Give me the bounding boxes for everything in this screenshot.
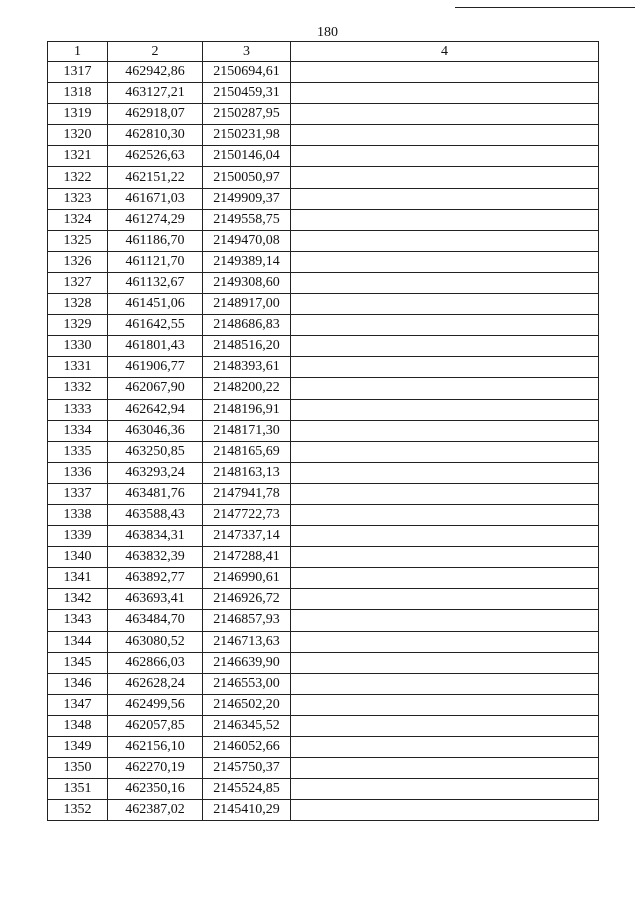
- table-row: [48, 146, 599, 167]
- notes-cell: [291, 125, 599, 146]
- point-number-cell: 1334: [48, 420, 108, 441]
- y-coordinate-cell: 2148516,20: [203, 336, 291, 357]
- column-header-1: 1: [48, 42, 108, 62]
- notes-cell: [291, 589, 599, 610]
- point-number-cell: 1350: [48, 758, 108, 779]
- point-number-cell: 1321: [48, 146, 108, 167]
- table-row: [48, 694, 599, 715]
- column-header-4: 4: [291, 42, 599, 62]
- x-coordinate-cell: 463892,77: [108, 568, 203, 589]
- y-coordinate-cell: 2147337,14: [203, 526, 291, 547]
- table-row: [48, 652, 599, 673]
- table-row: [48, 399, 599, 420]
- coordinates-table: [47, 41, 599, 821]
- point-number-cell: 1346: [48, 673, 108, 694]
- x-coordinate-cell: 461121,70: [108, 251, 203, 272]
- x-coordinate-cell: 462156,10: [108, 737, 203, 758]
- y-coordinate-cell: 2147722,73: [203, 504, 291, 525]
- table-row: [48, 272, 599, 293]
- y-coordinate-cell: 2146345,52: [203, 715, 291, 736]
- point-number-cell: 1347: [48, 694, 108, 715]
- notes-cell: [291, 378, 599, 399]
- x-coordinate-cell: 463127,21: [108, 83, 203, 104]
- column-header-3: 3: [203, 42, 291, 62]
- notes-cell: [291, 504, 599, 525]
- point-number-cell: 1330: [48, 336, 108, 357]
- table-row: [48, 673, 599, 694]
- point-number-cell: 1324: [48, 209, 108, 230]
- x-coordinate-cell: 462270,19: [108, 758, 203, 779]
- x-coordinate-cell: 462642,94: [108, 399, 203, 420]
- point-number-cell: 1328: [48, 294, 108, 315]
- x-coordinate-cell: 463832,39: [108, 547, 203, 568]
- y-coordinate-cell: 2147288,41: [203, 547, 291, 568]
- x-coordinate-cell: 462526,63: [108, 146, 203, 167]
- x-coordinate-cell: 462810,30: [108, 125, 203, 146]
- table-row: [48, 758, 599, 779]
- y-coordinate-cell: 2148686,83: [203, 315, 291, 336]
- table-row: [48, 167, 599, 188]
- y-coordinate-cell: 2148165,69: [203, 441, 291, 462]
- x-coordinate-cell: 462350,16: [108, 779, 203, 800]
- point-number-cell: 1320: [48, 125, 108, 146]
- x-coordinate-cell: 462866,03: [108, 652, 203, 673]
- y-coordinate-cell: 2148163,13: [203, 462, 291, 483]
- point-number-cell: 1332: [48, 378, 108, 399]
- notes-cell: [291, 758, 599, 779]
- x-coordinate-cell: 461132,67: [108, 272, 203, 293]
- x-coordinate-cell: 463834,31: [108, 526, 203, 547]
- table-row: [48, 104, 599, 125]
- table-row: [48, 83, 599, 104]
- point-number-cell: 1349: [48, 737, 108, 758]
- point-number-cell: 1319: [48, 104, 108, 125]
- point-number-cell: 1325: [48, 230, 108, 251]
- notes-cell: [291, 483, 599, 504]
- table-row: [48, 378, 599, 399]
- notes-cell: [291, 652, 599, 673]
- notes-cell: [291, 315, 599, 336]
- point-number-cell: 1329: [48, 315, 108, 336]
- table-row: [48, 315, 599, 336]
- table-body: [48, 62, 599, 821]
- x-coordinate-cell: 462057,85: [108, 715, 203, 736]
- scan-edge-line: [455, 7, 635, 8]
- notes-cell: [291, 357, 599, 378]
- point-number-cell: 1348: [48, 715, 108, 736]
- point-number-cell: 1335: [48, 441, 108, 462]
- point-number-cell: 1340: [48, 547, 108, 568]
- point-number-cell: 1318: [48, 83, 108, 104]
- y-coordinate-cell: 2149558,75: [203, 209, 291, 230]
- x-coordinate-cell: 461451,06: [108, 294, 203, 315]
- y-coordinate-cell: 2146052,66: [203, 737, 291, 758]
- notes-cell: [291, 336, 599, 357]
- point-number-cell: 1338: [48, 504, 108, 525]
- notes-cell: [291, 188, 599, 209]
- y-coordinate-cell: 2148917,00: [203, 294, 291, 315]
- table-row: [48, 294, 599, 315]
- notes-cell: [291, 230, 599, 251]
- x-coordinate-cell: 463080,52: [108, 631, 203, 652]
- y-coordinate-cell: 2149909,37: [203, 188, 291, 209]
- table-row: [48, 715, 599, 736]
- notes-cell: [291, 104, 599, 125]
- y-coordinate-cell: 2149308,60: [203, 272, 291, 293]
- y-coordinate-cell: 2150146,04: [203, 146, 291, 167]
- point-number-cell: 1327: [48, 272, 108, 293]
- y-coordinate-cell: 2146857,93: [203, 610, 291, 631]
- table-row: [48, 737, 599, 758]
- y-coordinate-cell: 2148171,30: [203, 420, 291, 441]
- y-coordinate-cell: 2150231,98: [203, 125, 291, 146]
- table-row: [48, 547, 599, 568]
- table-row: [48, 779, 599, 800]
- notes-cell: [291, 694, 599, 715]
- x-coordinate-cell: 462067,90: [108, 378, 203, 399]
- y-coordinate-cell: 2148196,91: [203, 399, 291, 420]
- y-coordinate-cell: 2147941,78: [203, 483, 291, 504]
- notes-cell: [291, 441, 599, 462]
- notes-cell: [291, 83, 599, 104]
- x-coordinate-cell: 463481,76: [108, 483, 203, 504]
- x-coordinate-cell: 461186,70: [108, 230, 203, 251]
- x-coordinate-cell: 462151,22: [108, 167, 203, 188]
- notes-cell: [291, 209, 599, 230]
- y-coordinate-cell: 2146926,72: [203, 589, 291, 610]
- y-coordinate-cell: 2145750,37: [203, 758, 291, 779]
- header-row: [48, 42, 599, 62]
- notes-cell: [291, 800, 599, 821]
- table-row: [48, 251, 599, 272]
- x-coordinate-cell: 462942,86: [108, 62, 203, 83]
- y-coordinate-cell: 2146990,61: [203, 568, 291, 589]
- table-row: [48, 610, 599, 631]
- table-row: [48, 462, 599, 483]
- notes-cell: [291, 610, 599, 631]
- y-coordinate-cell: 2145524,85: [203, 779, 291, 800]
- table-row: [48, 441, 599, 462]
- y-coordinate-cell: 2150050,97: [203, 167, 291, 188]
- point-number-cell: 1323: [48, 188, 108, 209]
- y-coordinate-cell: 2148200,22: [203, 378, 291, 399]
- point-number-cell: 1342: [48, 589, 108, 610]
- point-number-cell: 1337: [48, 483, 108, 504]
- notes-cell: [291, 547, 599, 568]
- notes-cell: [291, 272, 599, 293]
- point-number-cell: 1331: [48, 357, 108, 378]
- table-row: [48, 188, 599, 209]
- table-row: [48, 209, 599, 230]
- page-number: 180: [317, 25, 338, 40]
- point-number-cell: 1339: [48, 526, 108, 547]
- notes-cell: [291, 146, 599, 167]
- x-coordinate-cell: 463484,70: [108, 610, 203, 631]
- point-number-cell: 1345: [48, 652, 108, 673]
- notes-cell: [291, 737, 599, 758]
- notes-cell: [291, 779, 599, 800]
- notes-cell: [291, 526, 599, 547]
- y-coordinate-cell: 2150459,31: [203, 83, 291, 104]
- notes-cell: [291, 568, 599, 589]
- notes-cell: [291, 715, 599, 736]
- notes-cell: [291, 167, 599, 188]
- table-row: [48, 504, 599, 525]
- y-coordinate-cell: 2148393,61: [203, 357, 291, 378]
- notes-cell: [291, 399, 599, 420]
- table-row: [48, 125, 599, 146]
- point-number-cell: 1351: [48, 779, 108, 800]
- table-row: [48, 800, 599, 821]
- table-row: [48, 336, 599, 357]
- notes-cell: [291, 631, 599, 652]
- notes-cell: [291, 420, 599, 441]
- x-coordinate-cell: 462918,07: [108, 104, 203, 125]
- table-row: [48, 230, 599, 251]
- x-coordinate-cell: 463588,43: [108, 504, 203, 525]
- x-coordinate-cell: 462499,56: [108, 694, 203, 715]
- notes-cell: [291, 294, 599, 315]
- x-coordinate-cell: 461642,55: [108, 315, 203, 336]
- notes-cell: [291, 462, 599, 483]
- table-row: [48, 568, 599, 589]
- x-coordinate-cell: 461671,03: [108, 188, 203, 209]
- x-coordinate-cell: 461906,77: [108, 357, 203, 378]
- y-coordinate-cell: 2146553,00: [203, 673, 291, 694]
- point-number-cell: 1352: [48, 800, 108, 821]
- point-number-cell: 1333: [48, 399, 108, 420]
- x-coordinate-cell: 463046,36: [108, 420, 203, 441]
- point-number-cell: 1336: [48, 462, 108, 483]
- point-number-cell: 1343: [48, 610, 108, 631]
- point-number-cell: 1317: [48, 62, 108, 83]
- x-coordinate-cell: 463293,24: [108, 462, 203, 483]
- point-number-cell: 1326: [48, 251, 108, 272]
- y-coordinate-cell: 2146502,20: [203, 694, 291, 715]
- table-row: [48, 62, 599, 83]
- point-number-cell: 1344: [48, 631, 108, 652]
- y-coordinate-cell: 2150287,95: [203, 104, 291, 125]
- y-coordinate-cell: 2149389,14: [203, 251, 291, 272]
- point-number-cell: 1322: [48, 167, 108, 188]
- y-coordinate-cell: 2146639,90: [203, 652, 291, 673]
- y-coordinate-cell: 2146713,63: [203, 631, 291, 652]
- x-coordinate-cell: 462387,02: [108, 800, 203, 821]
- table-row: [48, 420, 599, 441]
- table-row: [48, 631, 599, 652]
- point-number-cell: 1341: [48, 568, 108, 589]
- notes-cell: [291, 251, 599, 272]
- notes-cell: [291, 62, 599, 83]
- y-coordinate-cell: 2150694,61: [203, 62, 291, 83]
- column-header-2: 2: [108, 42, 203, 62]
- table-row: [48, 357, 599, 378]
- y-coordinate-cell: 2149470,08: [203, 230, 291, 251]
- x-coordinate-cell: 461274,29: [108, 209, 203, 230]
- table-row: [48, 526, 599, 547]
- notes-cell: [291, 673, 599, 694]
- x-coordinate-cell: 462628,24: [108, 673, 203, 694]
- x-coordinate-cell: 461801,43: [108, 336, 203, 357]
- x-coordinate-cell: 463250,85: [108, 441, 203, 462]
- x-coordinate-cell: 463693,41: [108, 589, 203, 610]
- table-row: [48, 483, 599, 504]
- y-coordinate-cell: 2145410,29: [203, 800, 291, 821]
- table-row: [48, 589, 599, 610]
